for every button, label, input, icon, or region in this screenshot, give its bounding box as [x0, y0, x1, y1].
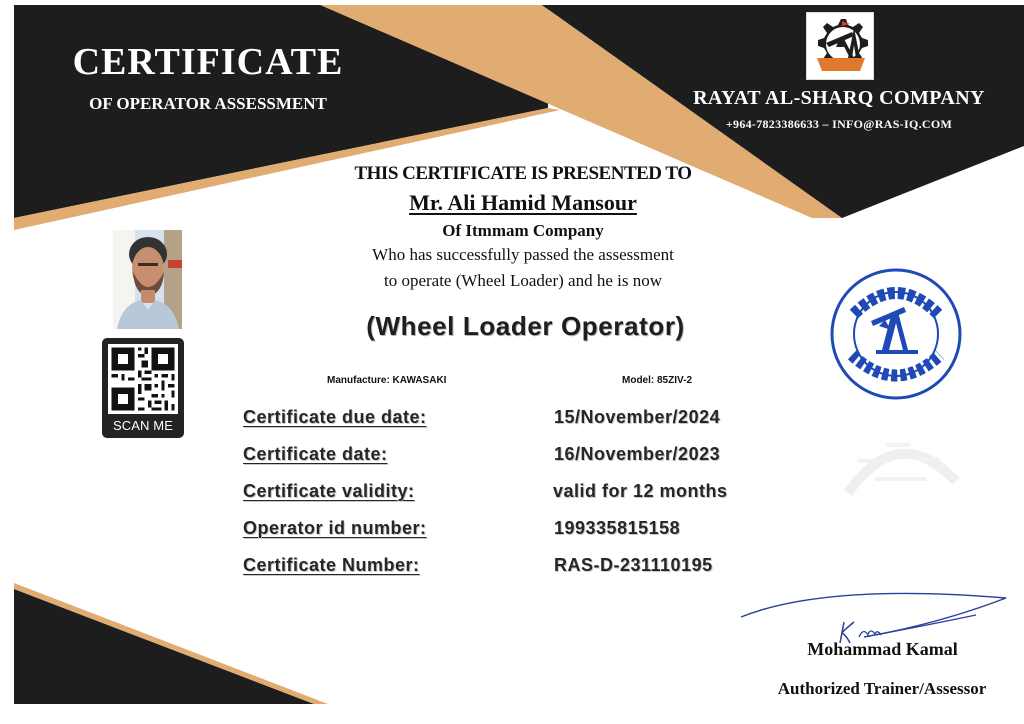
detail-value: 199335815158: [554, 518, 681, 538]
signatory-role: Authorized Trainer/Assessor: [777, 679, 987, 698]
detail-label: Certificate validity:: [243, 481, 415, 501]
detail-label: Operator id number:: [243, 518, 427, 538]
detail-value: 16/November/2023: [554, 444, 721, 464]
seal-base: [876, 350, 918, 354]
company-logo-drawing: [807, 13, 875, 81]
seal-bottom-arc-text: [852, 355, 940, 376]
company-stamp-seal-icon: [826, 264, 966, 404]
detail-value: valid for 12 months: [553, 481, 728, 501]
certificate-subtitle: OF OPERATOR ASSESSMENT: [89, 93, 327, 113]
detail-label: Certificate due date:: [243, 407, 427, 427]
scan-me-label: SCAN ME: [113, 418, 173, 433]
qr-code-icon[interactable]: [108, 344, 178, 414]
operator-eyebrows: [138, 263, 158, 266]
detail-value: 15/November/2024: [554, 407, 721, 427]
operator-photo-drawing: [113, 230, 182, 329]
operator-neck: [141, 290, 155, 303]
detail-label: Certificate Number:: [243, 555, 420, 575]
assessment-description-line-2: to operate (Wheel Loader) and he is now: [383, 271, 663, 290]
detail-row-certificate-date: [243, 444, 813, 472]
signatory-name: Mohammad Kamal: [807, 639, 958, 659]
operator-photo: [113, 230, 182, 329]
manufacture-label: Manufacture: KAWASAKI: [327, 375, 447, 386]
signature-stroke-line: [741, 593, 1006, 637]
logo-orange-base: [817, 58, 865, 71]
job-title: (Wheel Loader Operator): [366, 311, 685, 341]
page-bottom-white-border: [0, 704, 1024, 724]
qr-code-block[interactable]: [102, 338, 184, 438]
company-contact: +964-7823386633 – INFO@RAS-IQ.COM: [725, 117, 953, 131]
detail-label: Certificate date:: [243, 444, 388, 464]
detail-row-certificate-validity: [243, 481, 813, 509]
signature-underline: [875, 615, 976, 635]
certificate-details: [243, 407, 813, 597]
detail-row-certificate-number: [243, 555, 813, 583]
certificate-title-block: [48, 42, 368, 114]
recipient-name: Mr. Ali Hamid Mansour: [409, 190, 637, 215]
qr-code-pattern: [108, 344, 178, 414]
photo-shelf: [168, 260, 182, 268]
oil-rig-gear-logo-icon: [806, 12, 874, 80]
detail-row-operator-id-number: [243, 518, 813, 546]
faint-watermark-mark: [838, 421, 966, 507]
company-name: RAYAT AL-SHARQ COMPANY: [693, 87, 985, 109]
detail-row-certificate-due-date: [243, 407, 813, 435]
detail-value: RAS-D-231110195: [554, 555, 713, 575]
recipient-company: Of Itmmam Company: [442, 221, 604, 240]
certificate-title: CERTIFICATE: [72, 41, 344, 83]
assessment-description-line-1: Who has successfully passed the assessment: [372, 245, 674, 264]
model-label: Model: 85ZIV-2: [622, 375, 693, 386]
presented-to-heading: THIS CERTIFICATE IS PRESENTED TO: [354, 163, 692, 184]
